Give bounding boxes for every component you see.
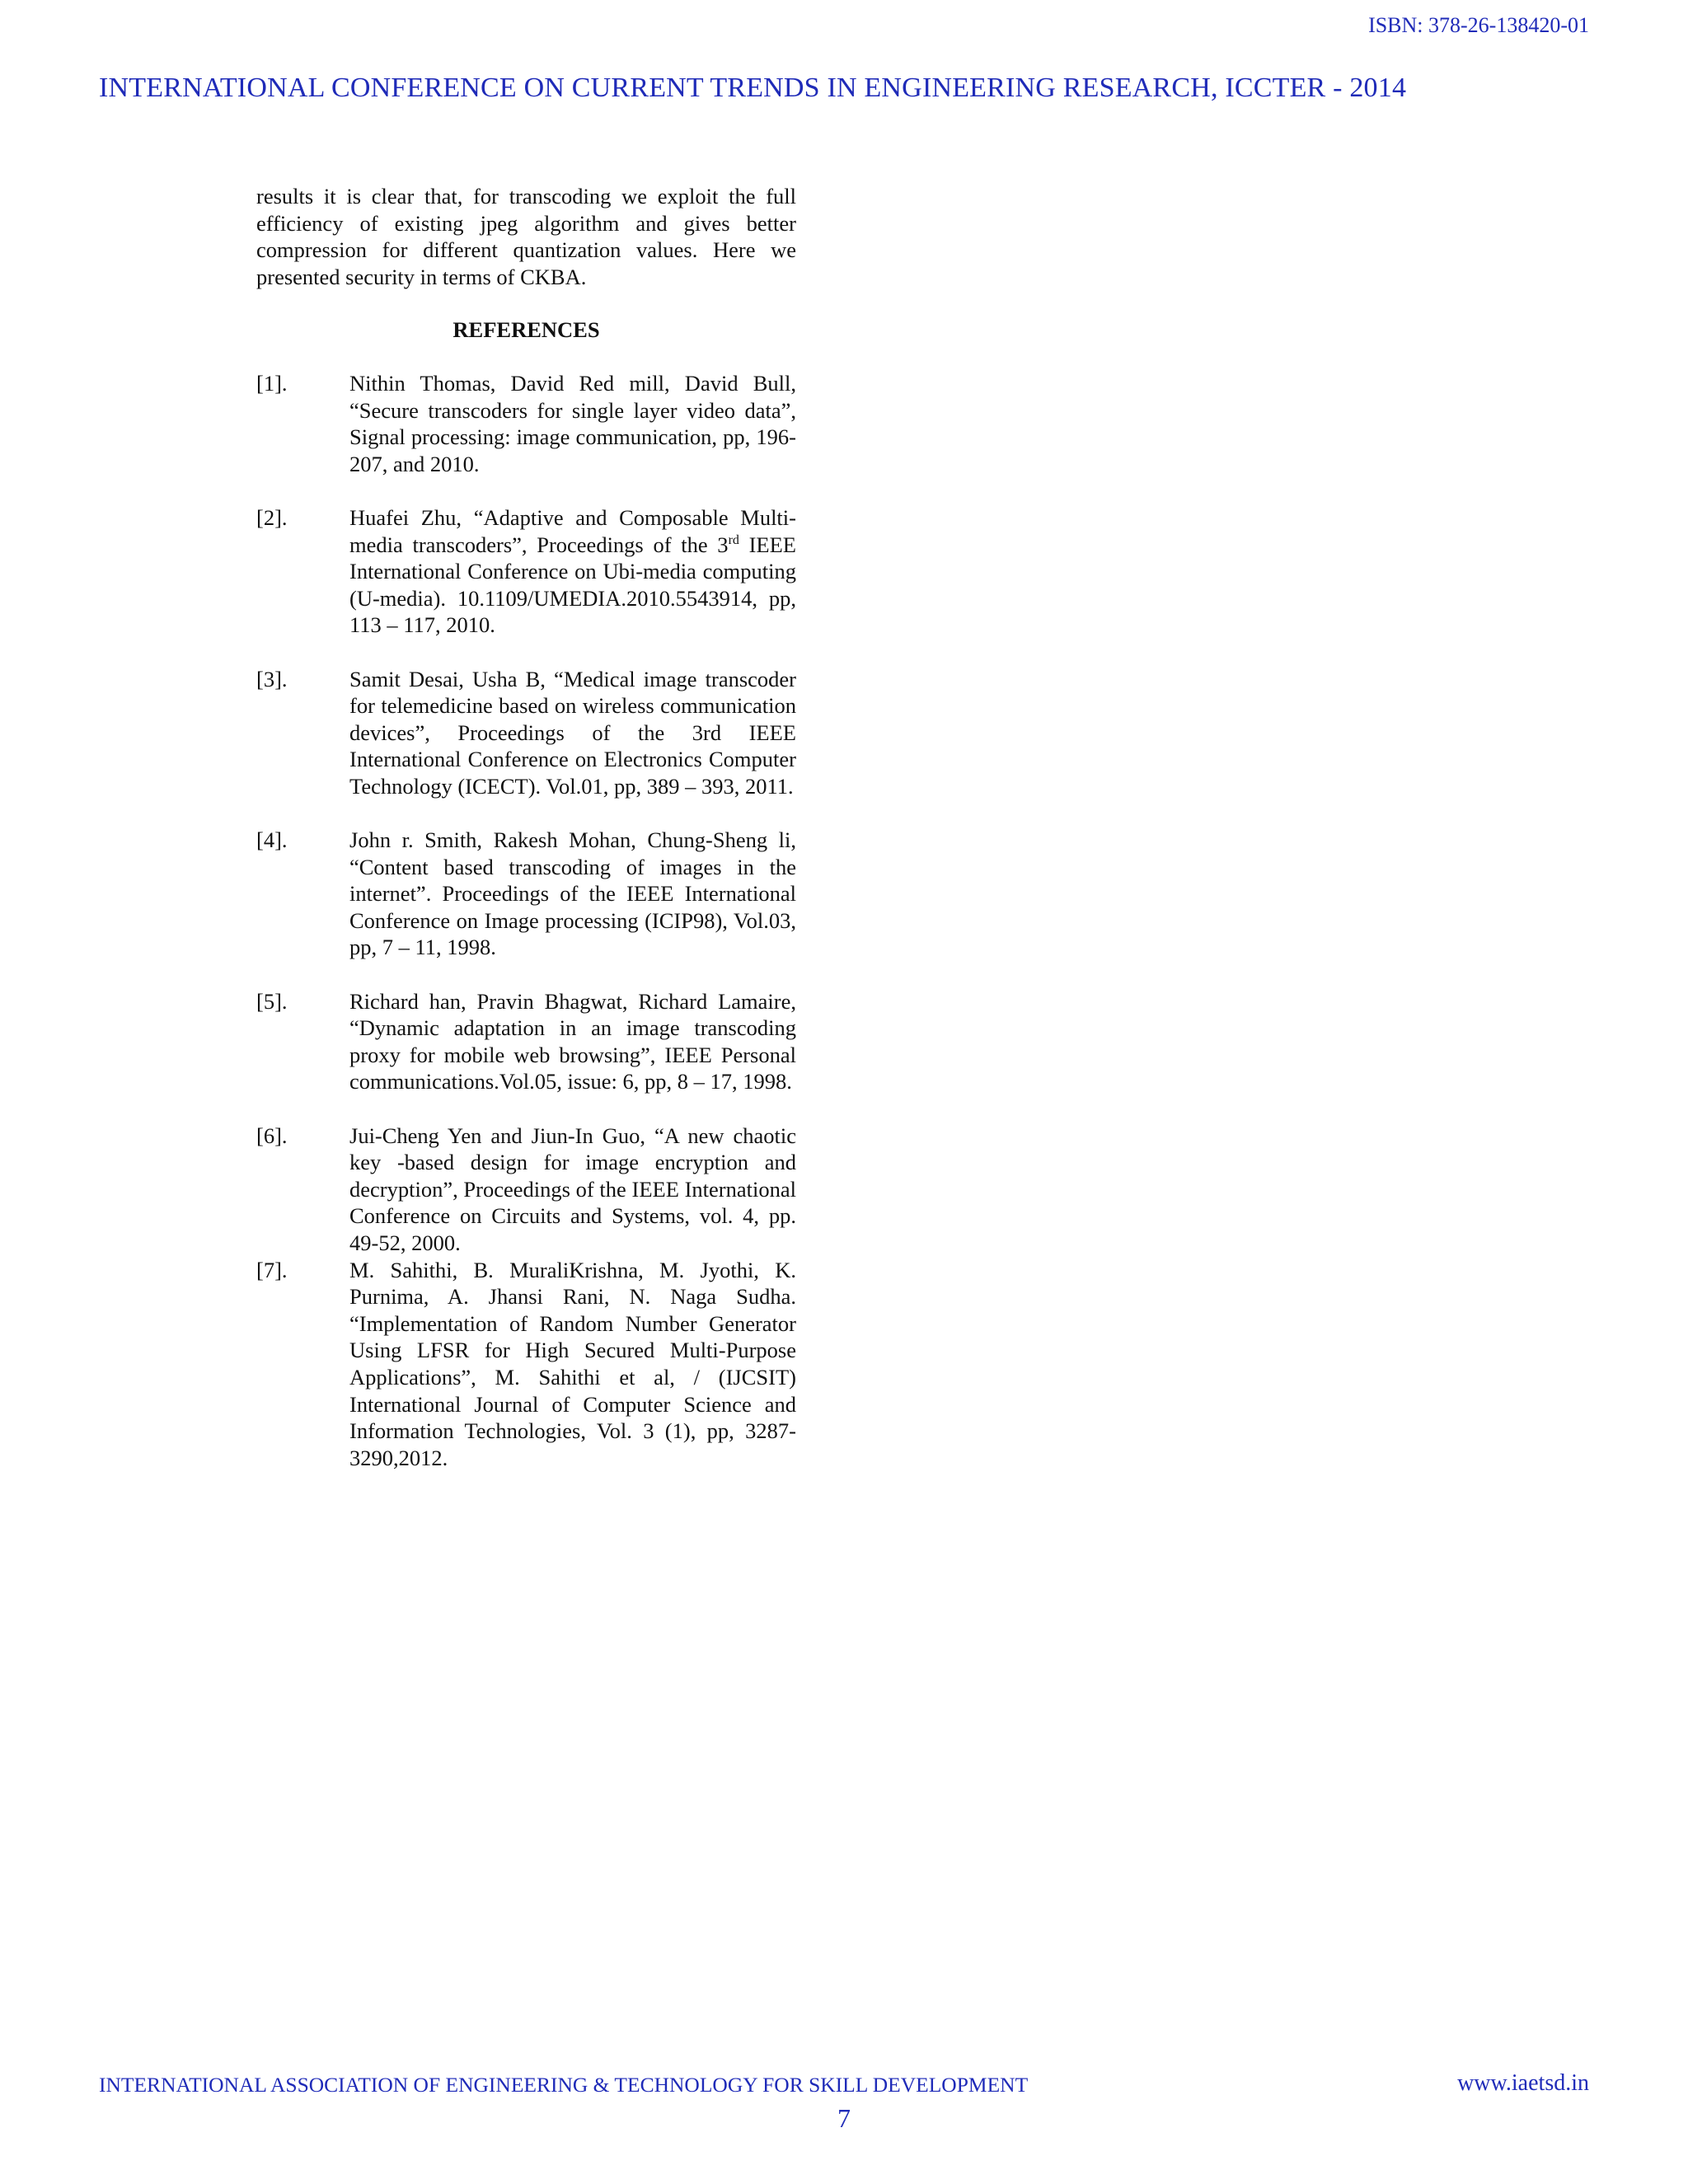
- footer-website-link[interactable]: www.iaetsd.in: [1457, 2070, 1589, 2096]
- reference-item: [256, 666, 796, 800]
- reference-number: [5].: [256, 988, 288, 1014]
- text-column: [256, 183, 796, 1471]
- reference-text: M. Sahithi, B. MuraliKrishna, M. Jyothi, K. Purnima, A. Jhansi Rani, N. Naga Sudha. “Implementation of Random Number Generator Using LFSR for High Secured Multi-Purpose Applications”, M. Sahithi et al, / (IJCSIT) International Journal of Computer Science and Information Technologies, Vol. 3 (1), pp, 3287-3290,2012.: [349, 1257, 796, 1470]
- reference-item: [256, 1122, 796, 1257]
- reference-number: [1].: [256, 370, 288, 396]
- reference-number: [6].: [256, 1122, 288, 1148]
- reference-text-part: IEEE International Conference on Ubi-media computing (U-media). 10.1109/UMEDIA.2010.5543914, pp, 113 – 117, 2010.: [349, 532, 796, 638]
- reference-text: Samit Desai, Usha B, “Medical image transcoder for telemedicine based on wireless communication devices”, Proceedings of the 3rd IEEE International Conference on Electronics Computer Technology (ICECT). Vol.01, pp, 389 – 393, 2011.: [349, 666, 796, 799]
- reference-item: [256, 827, 796, 961]
- isbn-label: ISBN: 378-26-138420-01: [1368, 13, 1589, 37]
- reference-item: [256, 1257, 796, 1472]
- intro-paragraph: results it is clear that, for transcoding we exploit the full efficiency of existing jpeg algorithm and gives better compression for different quantization values. Here we presented security in terms of CKBA.: [256, 184, 796, 289]
- reference-item: [256, 504, 796, 639]
- reference-text-part: Huafei Zhu, “Adaptive and Composable Multi-media transcoders”, Proceedings of the 3: [349, 504, 796, 557]
- reference-number: [2].: [256, 504, 288, 530]
- ordinal-superscript: rd: [728, 532, 739, 547]
- reference-number: [7].: [256, 1257, 288, 1282]
- reference-text: Jui-Cheng Yen and Jiun-In Guo, “A new chaotic key -based design for image encryption and decryption”, Proceedings of the IEEE International Conference on Circuits and Systems, vol. 4, pp. 49-52, 2000.: [349, 1122, 796, 1255]
- page-number: 7: [837, 2103, 851, 2133]
- reference-item: [256, 370, 796, 477]
- reference-text: Nithin Thomas, David Red mill, David Bull, “Secure transcoders for single layer video data”, Signal processing: image communication, pp, 196-207, and 2010.: [349, 370, 796, 476]
- reference-text: John r. Smith, Rakesh Mohan, Chung-Sheng li, “Content based transcoding of images in the internet”. Proceedings of the IEEE International Conference on Image processing (ICIP98), Vol.03, pp, 7 – 11, 1998.: [349, 827, 796, 960]
- reference-number: [3].: [256, 666, 288, 691]
- conference-title: INTERNATIONAL CONFERENCE ON CURRENT TRENDS IN ENGINEERING RESEARCH, ICCTER - 2014: [99, 73, 1407, 103]
- reference-text: [349, 504, 796, 639]
- reference-item: [256, 988, 796, 1095]
- reference-text: Richard han, Pravin Bhagwat, Richard Lamaire, “Dynamic adaptation in an image transcoding proxy for mobile web browsing”, IEEE Personal communications.Vol.05, issue: 6, pp, 8 – 17, 1998.: [349, 988, 796, 1094]
- reference-number: [4].: [256, 827, 288, 853]
- references-heading: REFERENCES: [452, 317, 600, 343]
- footer-organization: INTERNATIONAL ASSOCIATION OF ENGINEERING & TECHNOLOGY FOR SKILL DEVELOPMENT: [99, 2073, 1029, 2097]
